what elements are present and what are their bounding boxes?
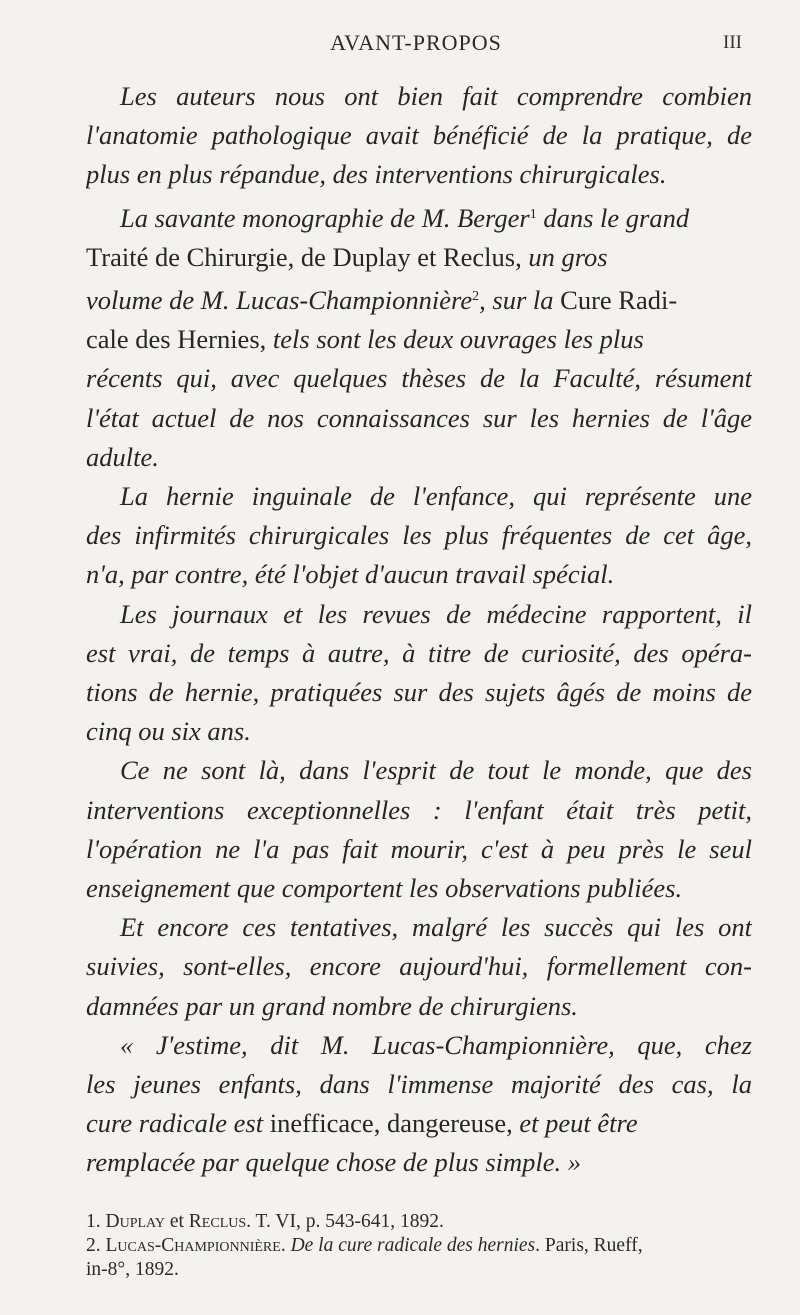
page-number: III	[723, 32, 742, 53]
text-line: les jeunes enfants, dans l'immense majorité des cas, la	[86, 1069, 752, 1100]
text-span: tels sont les deux ouvrages les plus	[266, 324, 644, 355]
footnote-marker: 2	[472, 289, 480, 305]
footnote	[86, 1210, 766, 1234]
text-line: Ce ne sont là, dans l'esprit de tout le monde, que des	[120, 755, 752, 786]
text-span: Cure Radi-	[560, 285, 678, 316]
text-line	[86, 195, 752, 238]
text-line: « J'estime, dit M. Lucas-Championnière, que, chez	[120, 1029, 752, 1060]
body-text	[86, 77, 752, 1183]
text-line: récents qui, avec quelques thèses de la Faculté, résument	[86, 363, 752, 394]
text-span: un gros	[521, 241, 608, 272]
text-span: . T. VI, p. 543-641, 1892.	[246, 1211, 444, 1232]
text-span: , sur la	[479, 285, 561, 316]
text-line: est vrai, de temps à autre, à titre de curiosité, des opéra-	[86, 637, 752, 668]
text-line: tions de hernie, pratiquées sur des sujets âgés de moins de	[86, 677, 752, 708]
text-line: Les journaux et les revues de médecine rapportent, il	[120, 598, 752, 629]
page-header	[90, 30, 742, 60]
text-line: enseignement que comportent les observations publiées.	[86, 873, 683, 904]
text-line: l'opération ne l'a pas fait mourir, c'est à peu près le seul	[86, 833, 752, 864]
text-span: La savante monographie de M. Berger	[120, 202, 530, 233]
text-line: damnées par un grand nombre de chirurgiens.	[86, 990, 578, 1021]
text-line: Les auteurs nous ont bien fait comprendre combien	[120, 81, 752, 111]
text-line: des infirmités chirurgicales les plus fréquentes de cet âge,	[86, 520, 752, 551]
text-span: inefficace, dangereuse,	[269, 1108, 513, 1139]
text-line	[86, 238, 752, 277]
text-span: . Paris, Rueff,	[535, 1235, 643, 1256]
text-line: La hernie inguinale de l'enfance, qui représente une	[120, 481, 752, 512]
text-span: et peut être	[512, 1108, 638, 1139]
paragraph	[86, 908, 752, 1026]
paragraph	[86, 477, 752, 595]
text-span: Traité de Chirurgie, de Duplay et Reclus,	[86, 241, 522, 272]
text-line: n'a, par contre, été l'objet d'aucun travail spécial.	[86, 559, 615, 590]
paragraph	[86, 595, 752, 752]
text-line: l'état actuel de nos connaissances sur les hernies de l'âge	[86, 402, 752, 433]
text-line: suivies, sont-elles, encore aujourd'hui, formellement con-	[86, 951, 752, 982]
text-span: dans le grand	[536, 202, 690, 233]
footnotes	[86, 1210, 766, 1282]
footnote-author: Duplay	[105, 1211, 165, 1232]
text-line	[86, 1104, 752, 1143]
footnote-author: Reclus	[188, 1211, 247, 1232]
text-line: adulte.	[86, 441, 159, 472]
text-line	[86, 320, 752, 359]
text-line: plus en plus répandue, des interventions chirurgicales.	[86, 159, 667, 190]
footnote-continuation: in-8°, 1892.	[86, 1259, 179, 1280]
text-span: volume de M. Lucas-Championnière	[86, 285, 473, 316]
text-span: cure radicale est	[86, 1108, 270, 1139]
paragraph	[86, 751, 752, 908]
text-line: Et encore ces tentatives, malgré les succès qui les ont	[120, 912, 752, 943]
running-title: AVANT-PROPOS	[330, 30, 502, 55]
paragraph	[86, 77, 752, 195]
text-line	[86, 277, 752, 320]
footnote-number: 2.	[86, 1235, 101, 1256]
paragraph	[86, 195, 752, 477]
footnote-number: 1.	[86, 1211, 101, 1232]
footnote-title: De la cure radicale des hernies	[290, 1235, 536, 1256]
text-span: et	[164, 1211, 189, 1232]
text-line: cinq ou six ans.	[86, 716, 251, 747]
footnote: 2. Lucas-Championnière. De la cure radicale des hernies. Paris, Rueff,	[86, 1235, 643, 1256]
footnote-author: Lucas-Championnière	[105, 1235, 281, 1256]
text-line: remplacée par quelque chose de plus simple. »	[86, 1147, 582, 1178]
paragraph	[86, 1026, 752, 1183]
text-line: l'anatomie pathologique avait bénéficié de la pratique, de	[86, 120, 752, 151]
text-span: cale des Hernies,	[86, 324, 267, 355]
text-line: interventions exceptionnelles : l'enfant était très petit,	[86, 794, 752, 825]
footnote-marker: 1	[529, 206, 537, 222]
